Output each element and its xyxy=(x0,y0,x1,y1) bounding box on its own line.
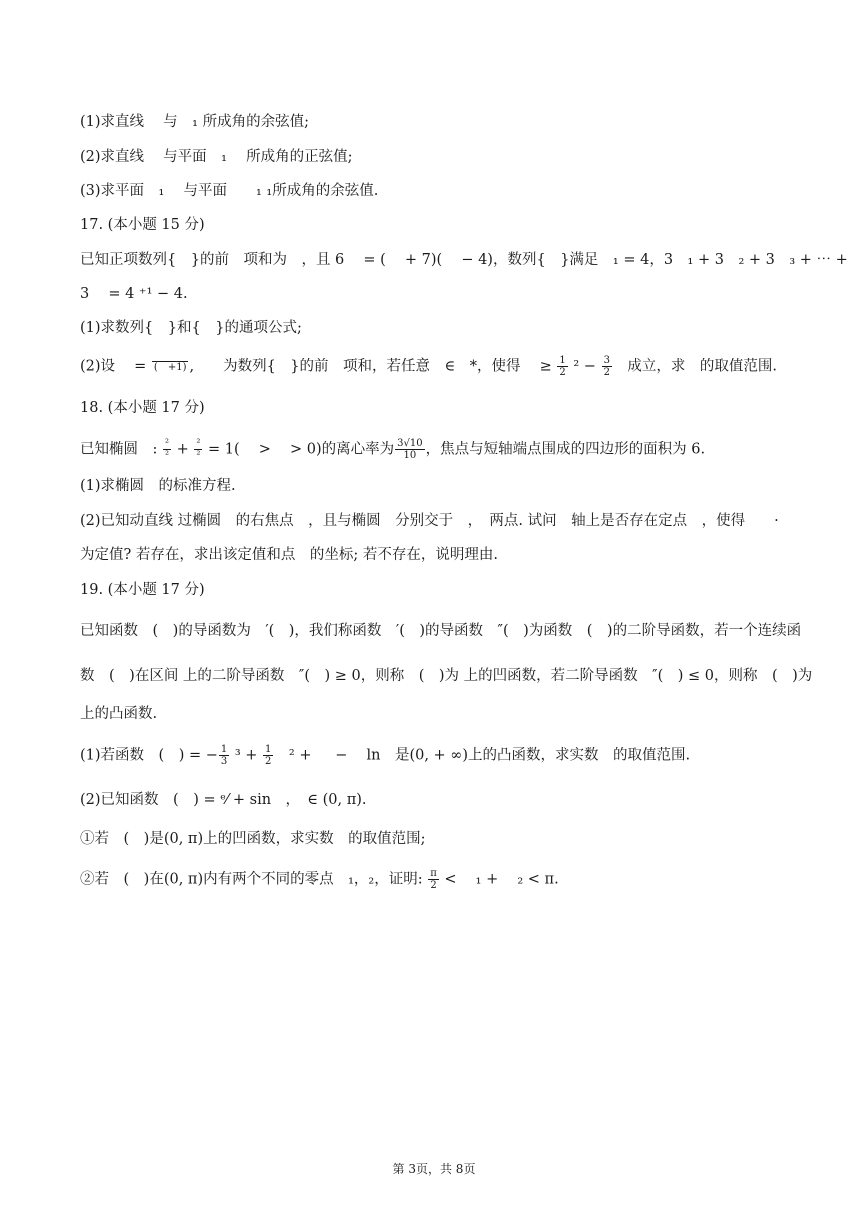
q18-frac-x: $\frac{\text{²}}{\text{²}}$ xyxy=(165,438,170,461)
page-footer: 第 3页，共 8页 xyxy=(392,1162,476,1176)
q18-mid: = 1( > > 0)的离心率为 xyxy=(203,441,395,458)
q16-part3: (3)求平面 ₁ 与平面 ₁ ₁所成角的余弦值. xyxy=(80,183,379,199)
q18-post: ，焦点与短轴端点围成的四边形的面积为 6. xyxy=(425,441,706,458)
q18-heading: 18. (本小题 17 分) xyxy=(80,400,205,416)
q19-frac-half: $\frac{1}{2}$ xyxy=(265,744,272,767)
q17-frac-three-halves: $\frac{3}{2}$ xyxy=(603,355,610,378)
q17-frac-half: $\frac{1}{2}$ xyxy=(559,355,566,378)
q19-part2-b xyxy=(80,868,559,891)
q19-part2b-post: < ₁ + ₂ < π. xyxy=(439,871,559,888)
q18-frac-ecc: $\frac{3√10}{10}$ xyxy=(397,438,423,461)
q19-part2-a: ①若 ( )是(0, π)上的凹函数，求实数 的取值范围; xyxy=(80,831,426,847)
q17-statement-line1: 已知正项数列{ }的前 项和为 ，且 6 = ( + 7)( − 4)，数列{ }满足 ₁ = 4，3 ₁ + 3 ₂ + 3 ₃ + ⋯ + xyxy=(80,252,848,268)
q19-statement-line2: 数 ( )在区间 上的二阶导函数 ″( ) ≥ 0，则称 ( )为 上的凹函数，若二阶导函数 ″( ) ≤ 0，则称 ( )为 xyxy=(80,668,813,684)
q19-part2: (2)已知函数 ( ) = ᵉ⁄ + sin ， ∈ (0, π). xyxy=(80,792,367,808)
q19-heading: 19. (本小题 17 分) xyxy=(80,582,205,598)
q19-frac-pi-half: $\frac{\pi}{2}$ xyxy=(430,868,437,891)
q17-part2-mid: , 为数列{ }的前 项和，若任意 ∈ *，使得 ≥ xyxy=(189,358,557,375)
q19-frac-third: $\frac{1}{3}$ xyxy=(220,744,228,767)
q17-statement-line2: 3 = 4 ⁺¹ − 4. xyxy=(80,286,188,302)
q17-part2-pre: (2)设 = xyxy=(80,358,151,375)
q19-part1 xyxy=(80,744,690,767)
q16-part1: (1)求直线 与 ₁ 所成角的余弦值; xyxy=(80,114,309,130)
q18-part2-line1: (2)已知动直线 过椭圆 的右焦点 ，且与椭圆 分别交于 ， 两点. 试问 轴上是否存在定点 ，使得 · xyxy=(80,513,779,529)
q18-statement xyxy=(80,438,705,461)
q18-part2-line2: 为定值? 若存在，求出该定值和点 的坐标; 若不存在，说明理由. xyxy=(80,547,498,563)
q19-part1-post: ² + − ln 是(0, + ∞)上的凸函数，求实数 的取值范围. xyxy=(274,747,691,764)
q19-part1-mid: ³ + xyxy=(230,747,263,764)
q17-heading: 17. (本小题 15 分) xyxy=(80,217,205,233)
q17-part1: (1)求数列{ }和{ }的通项公式; xyxy=(80,320,302,336)
q18-pre: 已知椭圆 : xyxy=(80,441,162,458)
q19-part1-pre: (1)若函数 ( ) = − xyxy=(80,747,218,764)
q16-part2: (2)求直线 与平面 ₁ 所成角的正弦值; xyxy=(80,149,353,165)
q19-part2b-pre: ②若 ( )在(0, π)内有两个不同的零点 ₁，₂，证明: xyxy=(80,871,428,888)
q18-part1: (1)求椭圆 的标准方程. xyxy=(80,478,236,494)
q17-part2-mid2: ² − xyxy=(568,358,601,375)
q17-frac: ( +1) xyxy=(153,361,187,373)
q19-statement-line3: 上的凸函数. xyxy=(80,706,158,722)
q17-part2 xyxy=(80,355,777,378)
q18-plus: + xyxy=(172,441,194,458)
q18-frac-y: $\frac{\text{²}}{\text{²}}$ xyxy=(196,438,201,461)
q19-statement-line1: 已知函数 ( )的导函数为 ′( )，我们称函数 ′( )的导函数 ″( )为函数 ( )的二阶导函数，若一个连续函 xyxy=(80,623,802,639)
q17-part2-post: 成立，求 的取值范围. xyxy=(612,358,778,375)
